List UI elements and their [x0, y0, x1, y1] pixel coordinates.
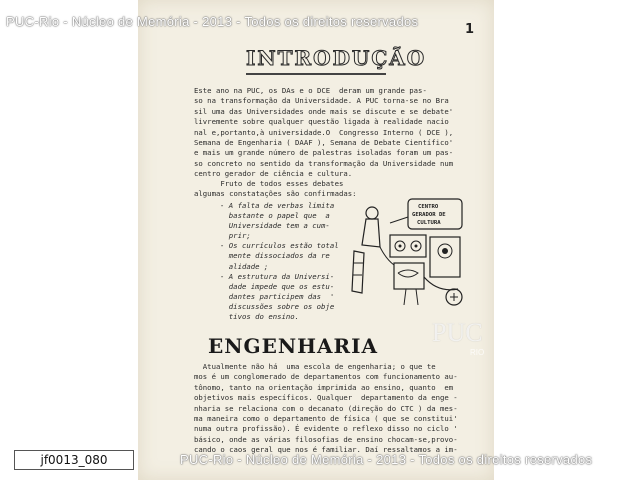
record-id-label: jf0013_080 — [14, 450, 134, 470]
page-number: 1 — [465, 22, 475, 37]
culture-generator-drawing — [350, 193, 474, 313]
watermark-bottom: PUC-Rio - Núcleo de Memória - 2013 - Todos os direitos reservados — [180, 452, 593, 467]
engenharia-paragraph: Atualmente não há uma escola de engenharia; o que te mos é um conglomerado de departamentos com funcionamento au- tônomo, tanto na orientação imprimida ao ensino, quanto em objetivos mais específicos. Qualquer departamento da enge - nharia se relaciona com o decanato (direção do CTC ) da mes- ma maneira como o departamento de física ( que se constitui' numa outra profissão). É evidente o reflexo disso no ciclo ' básico, onde as várias filosofias de ensino chocam-se,provo- cando o caos geral que nos é familiar. Daí ressaltamos a im- — [194, 362, 458, 455]
drawing-sign-line-2: GERADOR DE — [412, 212, 446, 218]
intro-title-underline — [246, 73, 386, 75]
drawing-sign-line-3: CULTURA — [417, 220, 441, 226]
intro-paragraph: Este ano na PUC, os DAs e o DCE deram um grande pas- so na transformação da Universidade. A PUC torna-se no Bra sil uma das Universidades onde mais se discute e se debate' livremente sobre qualquer questão ligada à realidade nacio nal e,portanto,à universidade.O Congresso Interno ( DCE ), Semana de Engenharia ( DAAF ), Semana de Debate Científico' e mais um grande número de palestras isoladas foram um pas- so concreto no sentido da transformação da Universidade num centro gerador de ciência e cultura. — [194, 86, 454, 179]
puc-logo-subtext: RIO — [470, 348, 485, 357]
intro-title: INTRODUÇÃO — [246, 46, 427, 70]
engenharia-title: ENGENHARIA — [208, 334, 379, 358]
findings-intro: Fruto de todos esses debates algumas constatações são confirmadas: — [194, 179, 357, 199]
findings-list: - A falta de verbas limita bastante o papel que a Universidade tem a cum- prir; - Os currículos estão total mente dissociados da re alidade ; - A estrutura da Universi- dade impede que os estu- dantes participem das ' discussões sobre os obje tivos do ensino. — [220, 201, 339, 322]
watermark-top: PUC-Rio - Núcleo de Memória - 2013 - Todos os direitos reservados — [6, 14, 419, 29]
puc-logo-watermark: PUC — [432, 318, 483, 347]
drawing-sign-line-1: CENTRO — [418, 204, 439, 210]
